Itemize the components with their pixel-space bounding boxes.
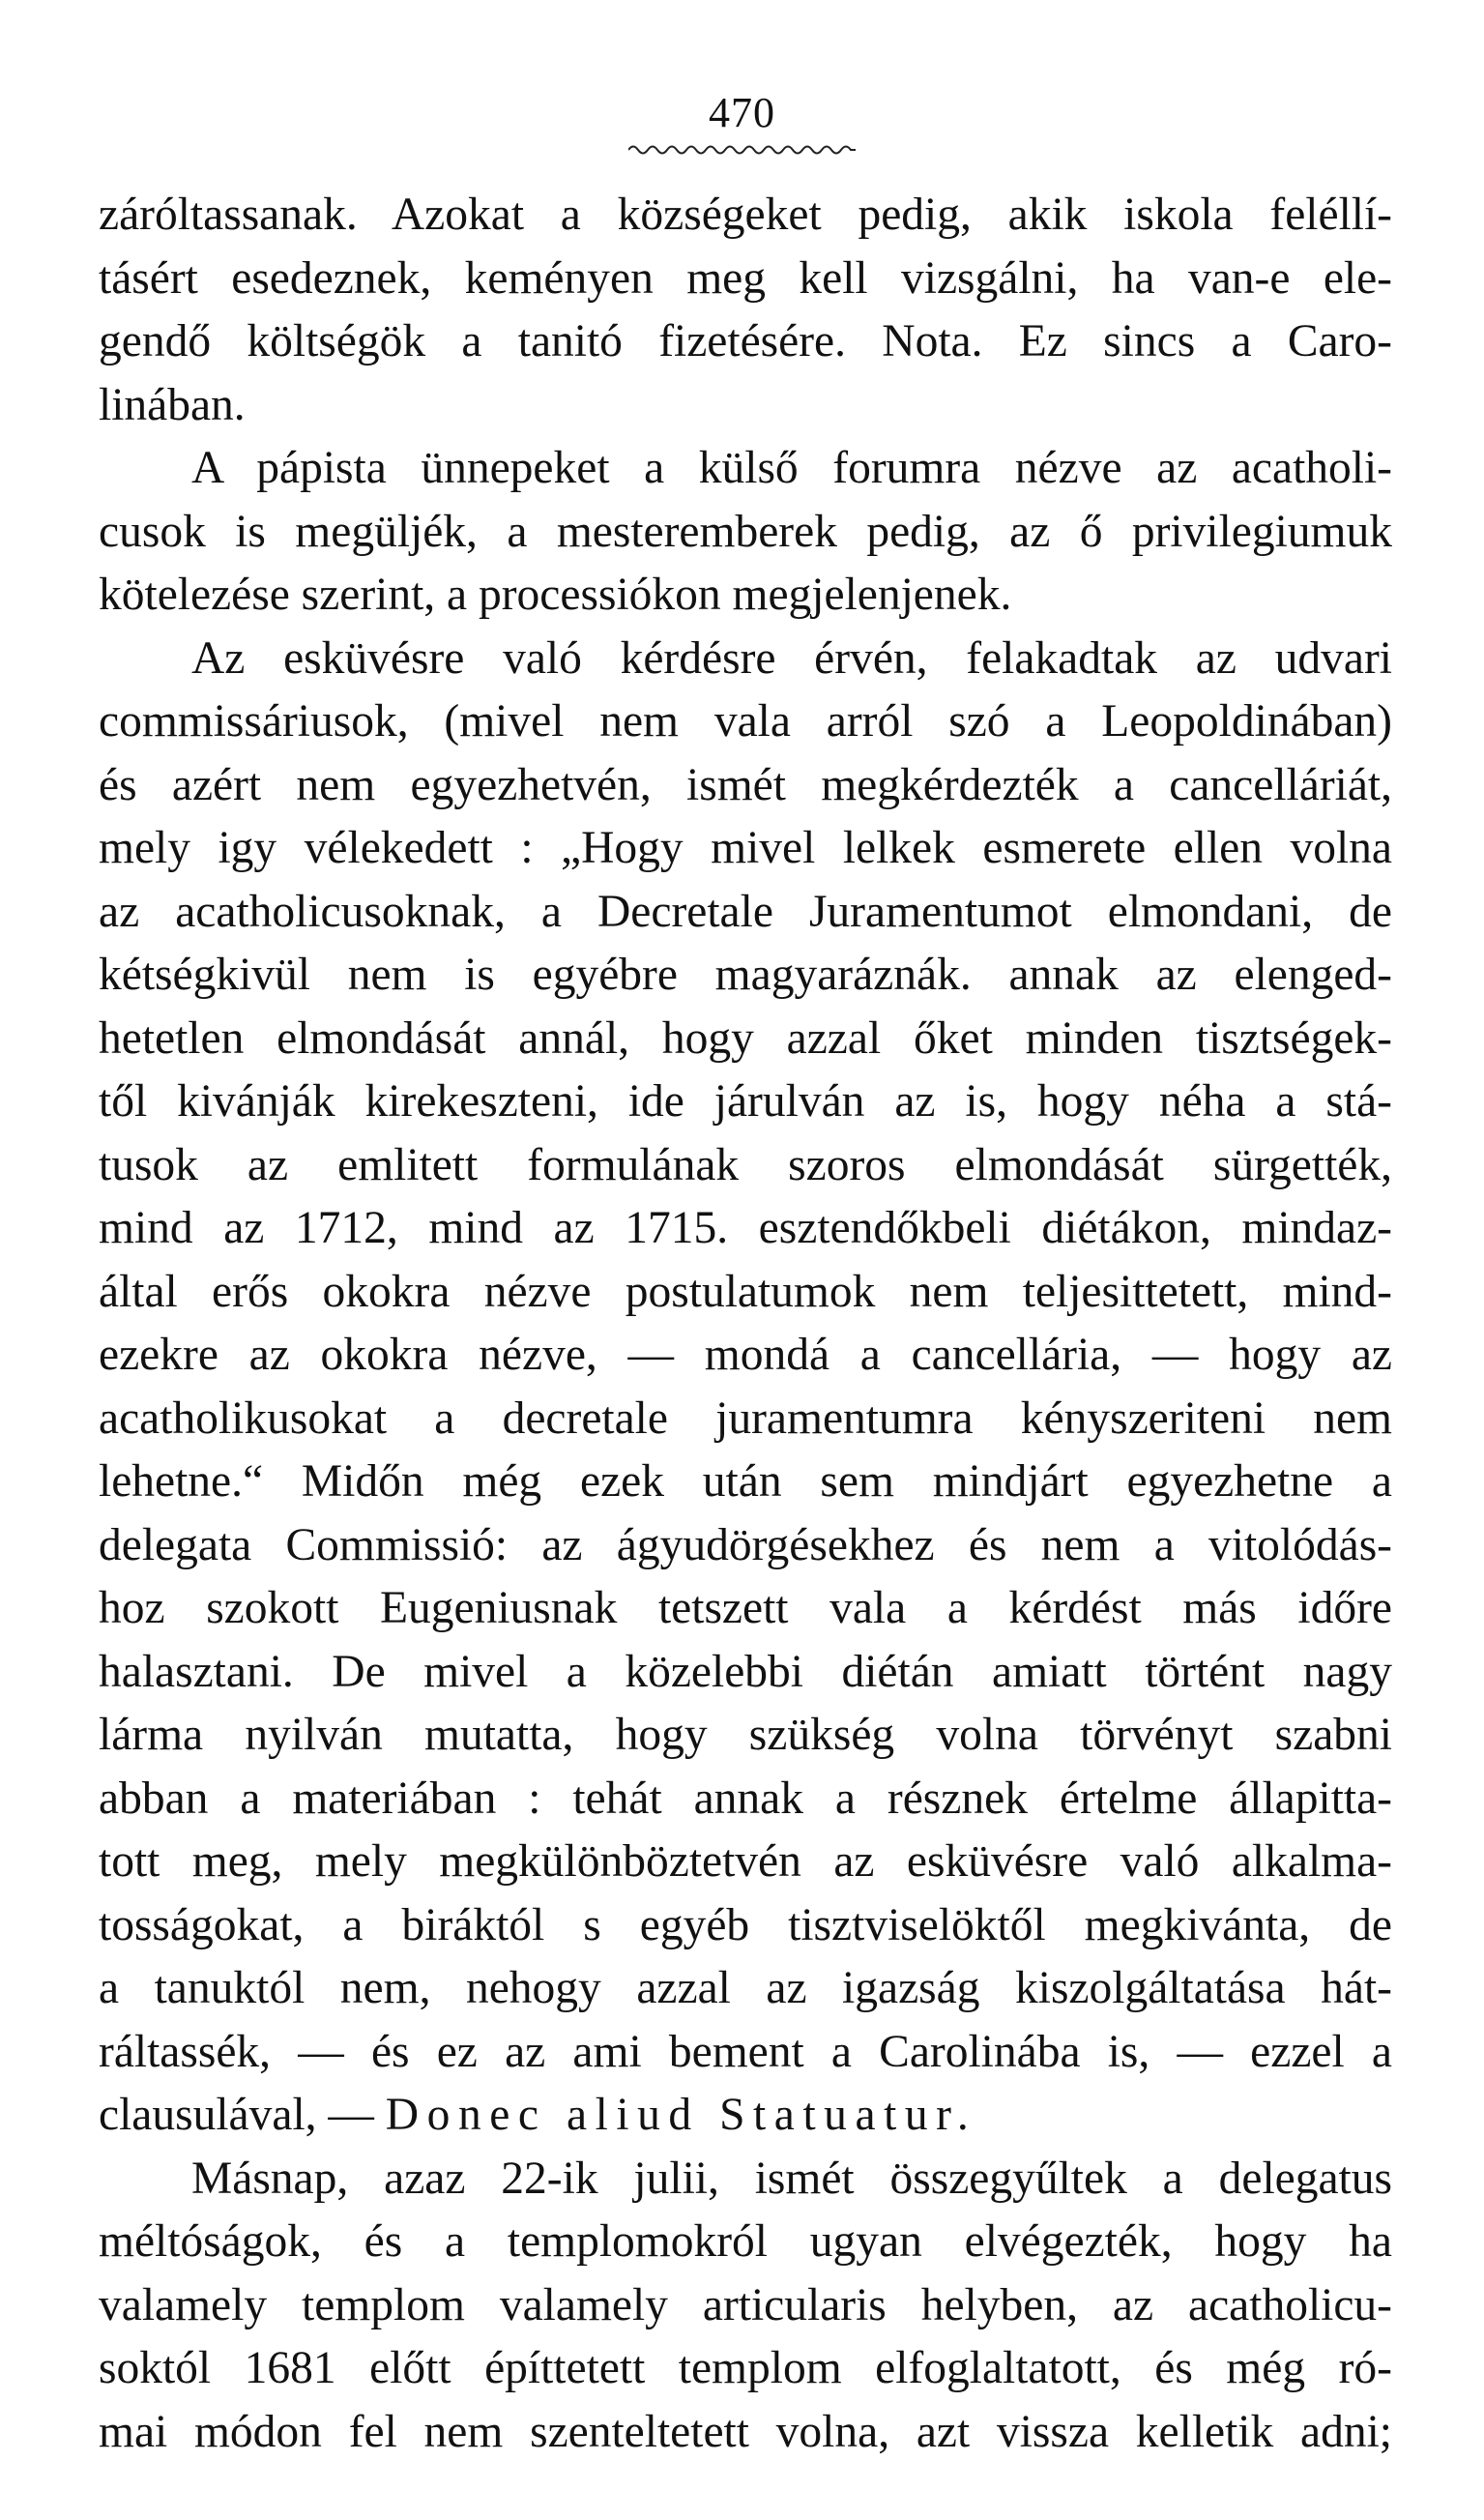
text-line: halasztani. De mivel a közelebbi diétán amiatt történt nagy	[99, 1646, 1392, 1697]
paragraph	[99, 628, 1392, 2148]
text-line: cusok is megüljék, a mesteremberek pedig, az ő privilegiumuk	[99, 506, 1392, 557]
text-line: záróltassanak. Azokat a községeket pedig, akik iskola feléllí-	[99, 190, 1392, 240]
text-line: hoz szokott Eugeniusnak tetszett vala a kérdést más időre	[99, 1583, 1392, 1633]
text-line: kétségkivül nem is egyébre magyaráznák. annak az elenged-	[99, 950, 1392, 1000]
text-line: től kivánják kirekeszteni, ide járulván az is, hogy néha a stá-	[99, 1076, 1392, 1127]
text-line: tusok az emlitett formulának szoros elmondását sürgették,	[99, 1139, 1392, 1190]
text-line-with-closing	[99, 2084, 1392, 2148]
text-line: Másnap, azaz 22-ik julii, ismét összegyűltek a delegatus	[191, 2153, 1392, 2204]
text-line: méltóságok, és a templomokról ugyan elvégezték, hogy ha	[99, 2216, 1392, 2267]
text-line: acatholikusokat a decretale juramentumra kényszeriteni nem	[99, 1392, 1392, 1444]
text-line-start: clausulával, —	[99, 2090, 374, 2140]
text-line: ráltassék, — és ez az ami bement a Carolinába is, — ezzel a	[99, 2026, 1392, 2077]
body-text	[99, 184, 1392, 2464]
text-line: az acatholicusoknak, a Decretale Juramentumot elmondani, de	[99, 886, 1392, 937]
text-line: mai módon fel nem szenteltetett volna, azt vissza kelletik adni;	[99, 2406, 1392, 2457]
text-line: commissáriusok, (mivel nem vala arról szó a Leopoldinában)	[99, 696, 1392, 747]
text-line: Az esküvésre való kérdésre érvén, felakadtak az udvari	[191, 632, 1392, 684]
text-line: soktól 1681 előtt építtetett templom elfoglaltatott, és még ró-	[99, 2343, 1392, 2393]
text-line: tott meg, mely megkülönböztetvén az esküvésre való alkalma-	[99, 1836, 1392, 1887]
paragraph	[99, 437, 1392, 628]
paragraph	[99, 2148, 1392, 2465]
text-line: lárma nyilván mutatta, hogy szükség volna törvényt szabni	[99, 1710, 1392, 1760]
wavy-rule-ornament	[628, 143, 856, 157]
text-line: ezekre az okokra nézve, — mondá a cancellária, — hogy az	[99, 1330, 1392, 1380]
text-line: tosságokat, a biráktól s egyéb tisztviselöktől megkivánta, de	[99, 1899, 1392, 1950]
text-line: mely igy vélekedett : „Hogy mivel lelkek esmerete ellen volna	[99, 823, 1392, 873]
spaced-closing-phrase: Donec aliud Statuatur.	[385, 2090, 977, 2140]
text-line: mind az 1712, mind az 1715. esztendőkbeli diétákon, mindaz-	[99, 1203, 1392, 1253]
text-line: linában.	[99, 379, 246, 430]
text-line: és azért nem egyezhetvén, ismét megkérdezték a cancelláriát,	[99, 759, 1392, 810]
text-line: hetetlen elmondását annál, hogy azzal őket minden tisztségek-	[99, 1012, 1392, 1064]
text-line: valamely templom valamely articularis helyben, az acatholicu-	[99, 2279, 1392, 2330]
text-line: kötelezése szerint, a processiókon megjelenjenek.	[99, 570, 1012, 620]
text-line: lehetne.“ Midőn még ezek után sem mindjárt egyezhetne a	[99, 1456, 1392, 1507]
text-line: tásért esedeznek, keményen meg kell vizsgálni, ha van-e ele-	[99, 252, 1392, 304]
text-line: delegata Commissió: az ágyudörgésekhez és nem a vitolódás-	[99, 1519, 1392, 1570]
text-line: A pápista ünnepeket a külső forumra nézve az acatholi-	[191, 443, 1392, 493]
text-line: abban a materiában : tehát annak a résznek értelme állapitta-	[99, 1773, 1392, 1824]
text-line: gendő költségök a tanitó fizetésére. Nota. Ez sincs a Caro-	[99, 316, 1392, 366]
paragraph	[99, 184, 1392, 437]
text-line: a tanuktól nem, nehogy azzal az igazság kiszolgáltatása hát-	[99, 1963, 1392, 2013]
page-number: 470	[709, 89, 775, 136]
text-line: által erős okokra nézve postulatumok nem teljesittetett, mind-	[99, 1266, 1392, 1317]
